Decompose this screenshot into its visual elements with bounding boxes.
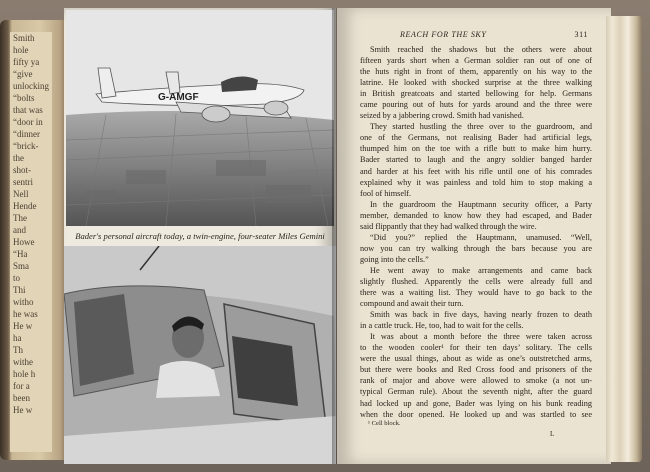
margin-text-fragment: ha <box>13 333 22 343</box>
photo-caption: Bader's personal aircraft today, a twin-engine, four-seater Miles Gemini <box>75 231 325 241</box>
previous-page-strip <box>10 32 52 452</box>
margin-text-fragment: Smith <box>13 33 35 43</box>
margin-text-fragment: He w <box>13 405 33 415</box>
text-line: Bader started to laugh and the angry soldier banged harder <box>360 155 592 165</box>
margin-text-fragment: Th <box>13 345 23 355</box>
margin-text-fragment: the <box>13 153 24 163</box>
margin-text-fragment: he was <box>13 309 38 319</box>
margin-text-fragment: hole h <box>13 369 36 379</box>
text-line: Smith reached the shadows but the others were about <box>370 45 592 54</box>
text-line: had locked up and gone, Bader was lying on his bunk reading <box>360 398 592 408</box>
text-line: in British greatcoats and started bellowing for help. Germans <box>360 89 592 99</box>
margin-text-fragment: Hende <box>13 201 37 211</box>
text-line: were the usual things, about as wide as one’s outstretched arms, <box>360 354 592 364</box>
margin-text-fragment: withe <box>13 357 33 367</box>
margin-text-fragment: for a <box>13 381 30 391</box>
margin-text-fragment: “brick- <box>13 141 39 151</box>
aircraft-photo <box>66 10 334 226</box>
aircraft-registration: G-AMGF <box>158 92 199 103</box>
margin-text-fragment: hole <box>13 45 29 55</box>
text-line: the huts right in front of them, apparently on his way to the <box>360 67 592 77</box>
book-right-edge <box>606 16 642 462</box>
margin-text-fragment: He w <box>13 321 33 331</box>
margin-text-fragment: to <box>13 273 21 283</box>
running-head-title: REACH FOR THE SKY <box>400 30 487 39</box>
margin-text-fragment: Howe <box>13 237 35 247</box>
page-number: 311 <box>574 30 588 39</box>
text-line: said flippantly that they had walked through the wire. <box>360 221 537 231</box>
text-line: explained why it was painless and told him to stop making a <box>360 177 592 187</box>
text-line: going into the cells.” <box>360 254 429 264</box>
margin-text-fragment: fifty ya <box>13 57 40 67</box>
text-line: Smith was back in five days, having nearly frozen to death <box>370 310 592 320</box>
text-line: “Did you?” replied the Hauptmann, unamused. “Well, <box>370 232 592 242</box>
text-line: thumped him on the toe with a rifle butt to make him hurry. <box>360 144 592 154</box>
text-line: rank of major and above were allowed to smoke (a not un- <box>360 376 592 386</box>
margin-text-fragment: Sma <box>13 261 30 271</box>
footnote: ¹ Cell block. <box>368 420 401 427</box>
text-line: came pouring out of huts for yards around and the three were <box>360 100 592 110</box>
text-line: He went away to make arrangements and came back <box>370 265 592 275</box>
margin-text-fragment: been <box>13 393 30 403</box>
margin-text-fragment: that was <box>13 105 43 115</box>
text-line: seized by a jabbering crowd. Smith had vanished. <box>360 111 524 121</box>
text-line: to the wooden cooler¹ for their ten days’ solitary. The cells <box>360 343 592 353</box>
margin-text-fragment: “bolts <box>13 93 35 103</box>
text-line: when the door opened. He looked up and was startled to see <box>360 409 592 418</box>
text-line: compound and await their turn. <box>360 299 464 309</box>
text-line: slightly flushed. Apparently the cells were already full and <box>360 276 592 286</box>
text-line: They started hustling the three over to the guardroom, and <box>370 122 592 132</box>
margin-text-fragment: and <box>13 225 26 235</box>
signature-mark: L <box>550 430 555 438</box>
margin-text-fragment: unlocking <box>13 81 49 91</box>
text-line: member, demanded to know how they had escaped, and Bader <box>360 210 592 220</box>
text-line: but there were books and Red Cross food and prisoners of the <box>360 365 592 375</box>
margin-text-fragment: Nell <box>13 189 29 199</box>
margin-text-fragment: The <box>13 213 27 223</box>
cockpit-photo <box>64 246 336 464</box>
margin-text-fragment: shot- <box>13 165 31 175</box>
margin-text-fragment: “Ha <box>13 249 28 259</box>
running-header <box>360 30 588 42</box>
text-line: now you can try walking through the bars because you are <box>360 243 592 253</box>
page-body-text <box>360 44 592 418</box>
aircraft-photo-illustration <box>66 10 334 226</box>
text-line: It was about a month before the three were taken across <box>370 332 592 342</box>
text-line: one of the Germans, not realising Bader had artificial legs, <box>360 133 592 143</box>
margin-text-fragment: witho <box>13 297 34 307</box>
margin-text-fragment: Thi <box>13 285 26 295</box>
text-line: in a cattle truck. He, too, had to wait for the cells. <box>360 321 524 331</box>
margin-text-fragment: sentri <box>13 177 33 187</box>
cockpit-photo-illustration <box>64 246 336 464</box>
text-line: typical German rule). About the seventh night, after the guard <box>360 387 592 397</box>
text-line: In the guardroom the Hauptmann security officer, a Party <box>370 199 592 209</box>
margin-text-fragment: “door in <box>13 117 43 127</box>
margin-text-fragment: “give <box>13 69 33 79</box>
margin-text-fragment: “dinner <box>13 129 40 139</box>
text-line: fool of himself. <box>360 188 412 198</box>
text-line: and harder at his feet with his rifle until one of his comrades <box>360 166 592 176</box>
text-line: fifteen yards short when a German soldier ran out of one of <box>360 56 592 66</box>
text-line: there was a waiting list. They would have to go back to the <box>360 288 592 298</box>
text-line: latrine. He looked with shocked surprise at the three walking <box>360 78 592 88</box>
